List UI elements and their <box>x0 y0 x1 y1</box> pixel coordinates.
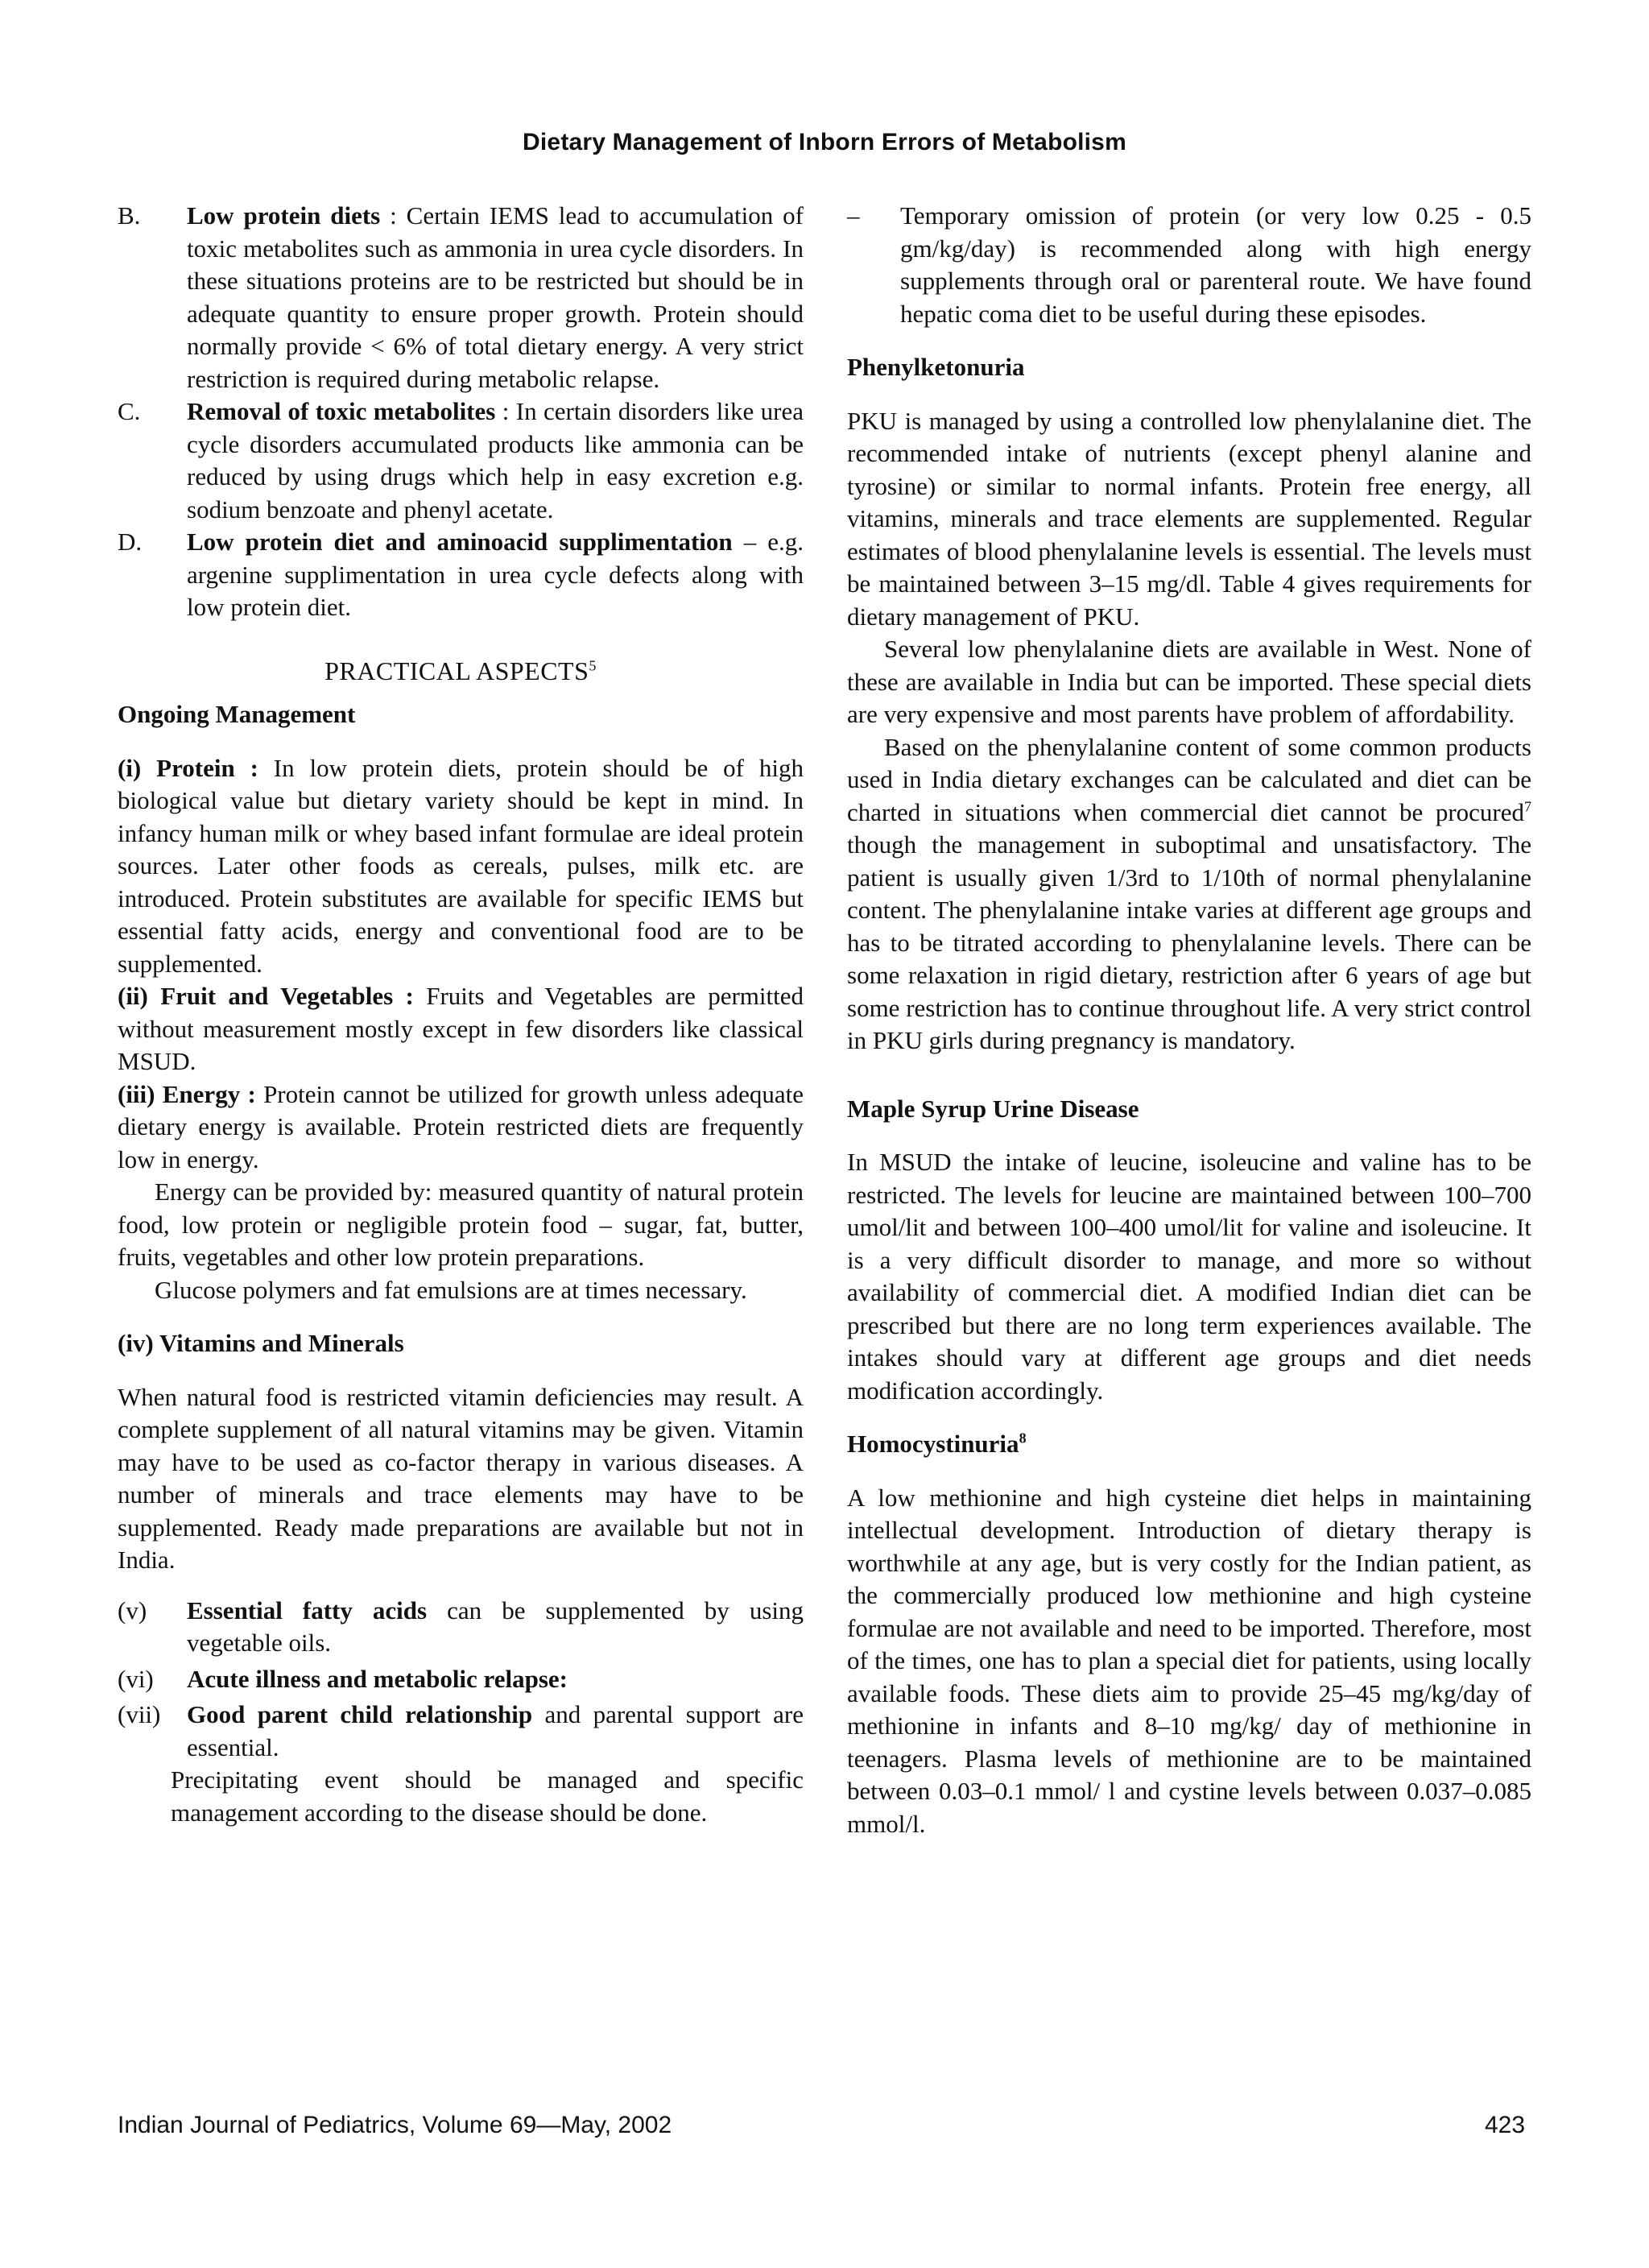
item-label: C. <box>118 397 141 425</box>
energy-paragraph: (iii) Energy : Protein cannot be utilized for growth unless adequate dietary energy is available. Protein restricted diets are frequently low in energy. <box>118 1079 804 1173</box>
vitamins-paragraph: When natural food is restricted vitamin deficiencies may result. A complete supplement of all natural vitamins may be given. Vitamin may have to be used as co-factor therapy in various diseases. A number of minerals and trace elements may have to be supplemented. Ready made preparations are available but not in India. <box>118 1382 804 1574</box>
dash-item <box>847 200 1531 330</box>
item-label: (v) <box>118 1595 147 1624</box>
msud-paragraph: In MSUD the intake of leucine, isoleucine and valine has to be restricted. The levels for leucine are maintained between 100–700 umol/lit and between 100–400 umol/lit for valine and isoleucine. It is a very difficult disorder to manage, and more so without availability of commercial diet. A modified Indian diet can be prescribed but there are no long term experiences available. The intakes should vary at different age groups and diet needs modification accordingly. <box>847 1148 1531 1405</box>
running-head: Dietary Management of Inborn Errors of Metabolism <box>523 129 1126 155</box>
list-item-vi: (vi) Acute illness and metabolic relapse: <box>118 1663 804 1696</box>
pku-paragraph-2: Several low phenylalanine diets are available in West. None of these are available in India but can be imported. These special diets are very expensive and most parents have problem of affordability. <box>847 635 1531 728</box>
list-item-v: (v) Essential fatty acids can be supplemented by using vegetable oils. <box>118 1595 804 1660</box>
item-text: – e.g. argenine supplimentation in urea cycle defects along with low protein diet. <box>187 528 804 621</box>
msud-heading: Maple Syrup Urine Disease <box>847 1094 1139 1123</box>
section-ref: 5 <box>589 656 597 673</box>
pku-heading: Phenylketonuria <box>847 353 1025 381</box>
homocystinuria-heading: Homocystinuria$^8$ <box>847 1430 1027 1458</box>
homo-ref: 8 <box>1019 1430 1027 1446</box>
item-text: Certain IEMS lead to accumulation of toxic metabolites such as ammonia in urea cycle disorders. In these situations proteins are to be restricted but should be in adequate quantity to ensure proper growth. Protein should normally provide < 6% of total dietary energy. A very strict restriction is required during metabolic relapse. <box>187 201 804 393</box>
item-title: Low protein diet and aminoacid supplimentation <box>187 528 733 556</box>
right-column <box>847 200 1531 1840</box>
list-item-b: B. Low protein diets : Certain IEMS lead to accumulation of toxic metabolites such as ammonia in urea cycle disorders. In these situations proteins are to be restricted but should be in adequate quantity to ensure proper growth. Protein should normally provide < 6% of total dietary energy. A very strict restriction is required during metabolic relapse. <box>118 200 804 395</box>
energy-paragraph-3: Glucose polymers and fat emulsions are at times necessary. <box>155 1275 747 1304</box>
list-item-c: C. Removal of toxic metabolites : In certain disorders like urea cycle disorders accumulated products like ammonia can be reduced by using drugs which help in easy excretion e.g. sodium benzoate and phenyl acetate. <box>118 395 804 526</box>
item-text: In certain disorders like urea cycle disorders accumulated products like ammonia can be reduced by using drugs which help in easy excretion e.g. sodium benzoate and phenyl acetate. <box>187 397 804 524</box>
pku-paragraph-1: PKU is managed by using a controlled low phenylalanine diet. The recommended intake of nutrients (except phenyl alanine and tyrosine) or similar to normal infants. Protein free energy, all vitamins, minerals and trace elements are supplemented. Regular estimates of blood phenylalanine levels is essential. The levels must be maintained between 3–15 mg/dl. Table 4 gives requirements for dietary management of PKU. <box>847 406 1531 631</box>
footer-page-number: 423 <box>1485 2112 1526 2138</box>
vitamins-heading: (iv) Vitamins and Minerals <box>118 1329 404 1357</box>
pku-ref: 7 <box>1524 798 1531 815</box>
item-title: Removal of toxic metabolites <box>187 397 496 425</box>
closing-paragraph: Precipitating event should be managed and specific management according to the disease should be done. <box>171 1765 804 1827</box>
item-title: Low protein diets <box>187 201 381 230</box>
energy-paragraph-2: Energy can be provided by: measured quantity of natural protein food, low protein or negligible protein food – sugar, fat, butter, fruits, vegetables and other low protein preparations. <box>118 1177 804 1271</box>
pku-paragraph-3: Based on the phenylalanine content of some common products used in India dietary exchanges can be calculated and diet can be charted in situations when commercial diet cannot be procured$^7$ though the management in suboptimal and unsatisfactory. The patient is usually given 1/3rd to 1/10th of normal phenylalanine content. The phenylalanine intake varies at different age groups and has to be titrated according to phenylalanine levels. There can be some relaxation in rigid dietary, restriction after 6 years of age but some restriction has to continue throughout life. A very strict control in PKU girls during pregnancy is mandatory. <box>847 732 1531 1054</box>
protein-paragraph: (i) Protein : In low protein diets, protein should be of high biological value but dietary variety should be kept in mind. In infancy human milk or whey based infant formulae are ideal protein sources. Later other foods as cereals, pulses, milk etc. are introduced. Protein substitutes are available for specific IEMS but essential fatty acids, energy and conventional food are to be supplemented. <box>118 753 804 978</box>
item-label: D. <box>118 528 143 556</box>
homocystinuria-paragraph: A low methionine and high cysteine diet helps in maintaining intellectual development. Introduction of dietary therapy is worthwhile at any age, but is very costly for the Indian patient, as the commercially produced low methionine and high cysteine formulae are not available and need to be imported. Therefore, most of the times, one has to plan a special diet for patients, using locally available foods. These diets aim to provide 25–45 mg/kg/day of methionine in infants and 8–10 mg/kg/ day of methionine in teenagers. Plasma levels of methionine are to be maintained between 0.03–0.1 mmol/ l and cystine levels between 0.037–0.085 mmol/l. <box>847 1483 1531 1838</box>
section-title: PRACTICAL ASPECTS$^5$ <box>324 656 597 685</box>
fruit-paragraph: (ii) Fruit and Vegetables : Fruits and Vegetables are permitted without measurement mostly except in few disorders like classical MSUD. <box>118 982 804 1075</box>
dash-bullet: – <box>847 201 860 230</box>
dash-text: Temporary omission of protein (or very low 0.25 - 0.5 gm/kg/day) is recommended along with high energy supplements through oral or parenteral route. We have found hepatic coma diet to be useful during these episodes. <box>900 201 1531 328</box>
footer-journal: Indian Journal of Pediatrics, Volume 69—May, 2002 <box>118 2112 672 2138</box>
ongoing-heading: Ongoing Management <box>118 700 356 728</box>
list-item-vii: (vii) Good parent child relationship and parental support are essential. <box>118 1699 804 1764</box>
item-label: B. <box>118 201 141 230</box>
left-column <box>118 200 804 1829</box>
item-label: (vi) <box>118 1664 154 1693</box>
item-label: (vii) <box>118 1700 161 1728</box>
list-item-d <box>118 526 804 624</box>
